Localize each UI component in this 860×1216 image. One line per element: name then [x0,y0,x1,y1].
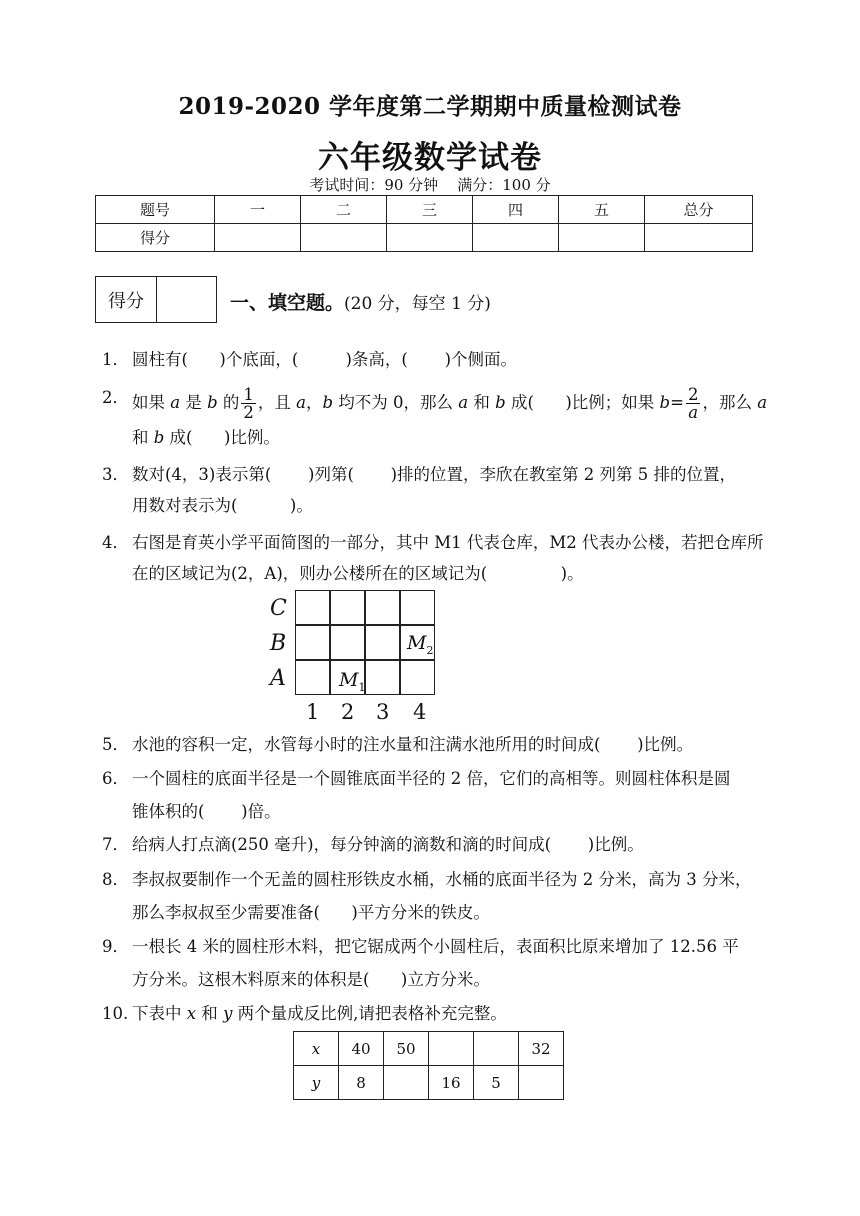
question-text: 两个量成反比例,请把表格补充完整。 [232,1004,507,1023]
question-text: 水池的容积一定，水管每小时的注水量和注满水池所用的时间成( )比例。 [132,735,694,754]
question-text: 均不为 0，那么 [333,393,459,412]
score-table-cell: 四 [473,196,559,224]
variable: b [153,428,165,447]
grid-cell [365,590,400,625]
question-text: 用数对表示为( )。 [132,496,313,515]
question-5 [102,733,694,757]
variable: x [186,1004,197,1023]
variable: a [757,393,768,412]
fraction-numerator: 2 [687,385,699,404]
score-table-cell: 得分 [96,224,215,252]
question-text: 成( )比例；如果 [505,393,660,412]
marker-letter: M [339,669,359,691]
question-4 [102,531,764,555]
score-input-cell[interactable] [645,224,753,252]
score-input-cell[interactable] [215,224,301,252]
variable: b [495,393,506,412]
question-text: ，且 [257,393,297,412]
question-number: 6． [102,769,129,788]
score-input-cell[interactable] [387,224,473,252]
variable: a [296,393,306,412]
question-number: 2． [102,388,129,407]
grid-row-label: C [270,596,287,621]
question-text: 那么李叔叔至少需要准备( )平方分米的铁皮。 [132,903,490,922]
question-10 [102,1002,507,1026]
score-table-score-row [96,224,753,252]
grid-cell [295,660,330,695]
question-2-line2 [132,426,280,450]
grid-col-label: 3 [376,700,390,724]
question-number: 10. [102,1004,129,1023]
variable: b [322,393,334,412]
question-9-line2 [132,968,490,992]
question-text: = [670,393,684,412]
question-text: 数对(4，3)表示第( )列第( )排的位置，李欣在教室第 2 列第 5 排的位置， [132,465,737,484]
question-text: 是 [180,393,208,412]
exam-subtitle: 六年级数学试卷 [318,140,542,176]
x-value-cell: 32 [519,1032,564,1066]
grid-cell [330,625,365,660]
question-text: 一根长 4 米的圆柱形木料，把它锯成两个小圆柱后，表面积比原来增加了 12.56 平 [132,937,739,956]
question-1 [102,348,518,372]
variable: b [207,393,218,412]
section-title [230,288,491,315]
question-number: 3． [102,465,129,484]
score-table-header-row [96,196,753,224]
marker-letter: M [407,632,427,654]
question-text: 如果 [132,393,171,412]
section-score-box [95,276,217,323]
variable: a [458,393,469,412]
question-number: 5． [102,735,129,754]
section-title-text: 一、填空题。 [230,292,345,314]
grid-col-label: 1 [306,700,320,724]
question-text: 在的区域记为(2，A)，则办公楼所在的区域记为( )。 [132,564,584,583]
grid-cell [400,590,435,625]
variable: b [659,393,671,412]
fraction-denominator: 2 [243,403,254,422]
score-table [95,195,753,252]
grid-cell [295,590,330,625]
question-text: 圆柱有( )个底面，( )条高，( )个侧面。 [132,350,518,369]
fraction-numerator: 1 [243,385,254,404]
y-value-cell[interactable] [519,1066,564,1100]
exam-title: 2019-2020 学年度第二学期期中质量检测试卷 [178,93,682,120]
question-6-line2 [132,800,281,824]
question-text: 方分米。这根木料原来的体积是( )立方分米。 [132,970,490,989]
grid-cell [365,625,400,660]
variable: a [170,393,181,412]
m2-office-label [407,632,433,657]
inverse-proportion-table [293,1031,564,1100]
y-row [294,1066,564,1100]
score-table-cell: 二 [301,196,387,224]
question-text: 下表中 [132,1004,187,1023]
fraction-denominator: a [688,403,699,422]
score-table-cell: 五 [559,196,645,224]
exam-info: 考试时间：90 分钟 满分：100 分 [309,176,551,194]
y-value-cell: 8 [339,1066,384,1100]
question-2 [102,385,768,422]
question-8 [102,868,752,892]
score-table-cell: 总分 [645,196,753,224]
grid-col-label: 2 [341,700,355,724]
score-input-cell[interactable] [473,224,559,252]
marker-subscript: 2 [426,643,434,657]
variable: y [223,1004,233,1023]
question-text: ，那么 [702,393,758,412]
question-text: 右图是育英小学平面简图的一部分，其中 M1 代表仓库，M2 代表办公楼，若把仓库所 [132,533,764,552]
grid-cell [295,625,330,660]
score-table-cell: 一 [215,196,301,224]
score-table-cell: 题号 [96,196,215,224]
score-input-cell[interactable] [301,224,387,252]
section-score-label: 得分 [96,277,157,322]
x-value-cell[interactable] [474,1032,519,1066]
y-label-cell: y [294,1066,339,1100]
x-row [294,1032,564,1066]
grid-row-label: B [270,631,287,656]
marker-subscript: 1 [358,680,366,694]
question-text: ， [306,393,323,412]
grid-cell [400,660,435,695]
question-8-line2 [132,901,490,925]
question-4-line2 [132,562,584,586]
question-text: 李叔叔要制作一个无盖的圆柱形铁皮水桶，水桶的底面半径为 2 分米，高为 3 分米， [132,870,752,889]
section-title-note: (20 分，每空 1 分) [344,294,491,314]
question-text: 成( )比例。 [164,428,280,447]
y-value-cell[interactable] [384,1066,429,1100]
question-text: 一个圆柱的底面半径是一个圆锥底面半径的 2 倍，它们的高相等。则圆柱体积是圆 [132,769,731,788]
x-value-cell: 40 [339,1032,384,1066]
x-value-cell: 50 [384,1032,429,1066]
question-text: 和 [196,1004,224,1023]
fraction-one-half [241,386,256,421]
question-text: 和 [468,393,496,412]
y-value-cell: 5 [474,1066,519,1100]
question-7 [102,833,644,857]
question-number: 9． [102,937,129,956]
grid-cell [365,660,400,695]
x-value-cell[interactable] [429,1032,474,1066]
question-9 [102,935,739,959]
y-value-cell: 16 [429,1066,474,1100]
question-text: 锥体积的( )倍。 [132,802,281,821]
grid-cell [330,590,365,625]
question-number: 1． [102,350,129,369]
grid-col-label: 4 [413,700,427,724]
section-score-input[interactable] [157,277,216,322]
question-3 [102,463,737,487]
grid-row-label: A [270,666,286,691]
question-number: 8． [102,870,129,889]
score-table-cell: 三 [387,196,473,224]
question-number: 7． [102,835,129,854]
fraction-two-over-a [686,386,701,421]
question-3-line2 [132,494,313,518]
x-label-cell: x [294,1032,339,1066]
score-input-cell[interactable] [559,224,645,252]
question-text: 和 [132,428,154,447]
question-number: 4． [102,533,129,552]
question-text: 的 [217,393,240,412]
m1-warehouse-label [339,669,365,694]
question-text: 给病人打点滴(250 毫升)，每分钟滴的滴数和滴的时间成( )比例。 [132,835,644,854]
question-6 [102,767,731,791]
